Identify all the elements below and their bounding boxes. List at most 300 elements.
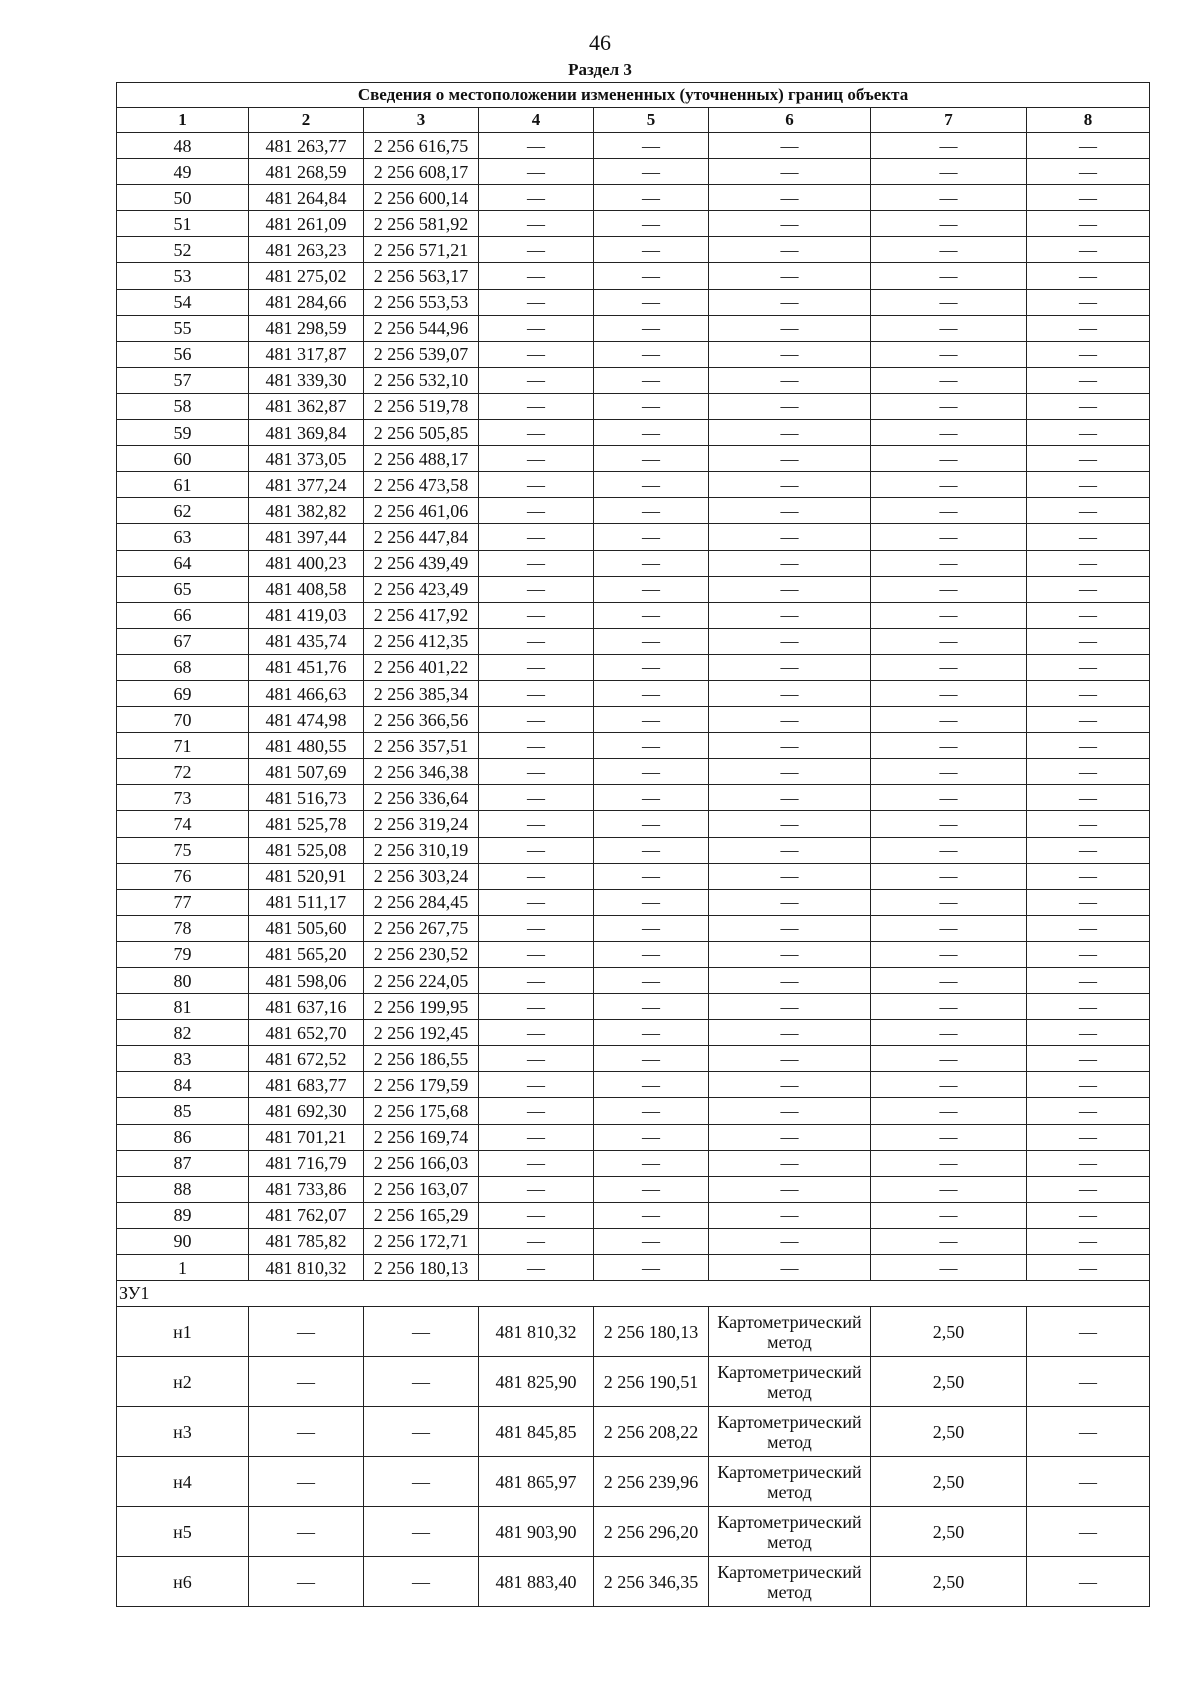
table-cell: 2 256 571,21 [364,237,479,263]
table-row [117,341,1150,367]
table-cell: — [479,524,594,550]
table-cell: 78 [117,915,249,941]
table-cell: — [479,211,594,237]
table-row [117,263,1150,289]
table-cell: — [709,1255,871,1281]
table-cell: 481 397,44 [249,524,364,550]
table-cell: 481 637,16 [249,994,364,1020]
table-cell: 481 261,09 [249,211,364,237]
table-cell: — [594,1228,709,1254]
table-cell: 89 [117,1202,249,1228]
table-cell: — [871,1098,1027,1124]
table-cell: 2 256 336,64 [364,785,479,811]
column-number-cell: 7 [871,108,1027,133]
page-number: 46 [589,30,611,55]
table-cell: — [1027,1124,1150,1150]
table-cell: — [249,1357,364,1407]
table-row [117,602,1150,628]
table-cell: 75 [117,837,249,863]
table-cell: 481 451,76 [249,654,364,680]
table-cell: — [709,211,871,237]
table-cell: — [709,889,871,915]
table-cell: — [871,133,1027,159]
table-cell: — [1027,628,1150,654]
table-row [117,1072,1150,1098]
table-cell: — [594,393,709,419]
column-number-cell: 5 [594,108,709,133]
table-cell: — [871,185,1027,211]
table-cell: — [871,524,1027,550]
table-cell: 59 [117,420,249,446]
table-cell: 2 256 224,05 [364,968,479,994]
table-row [117,472,1150,498]
table-cell: — [594,863,709,889]
table-row [117,237,1150,263]
table-row [117,1228,1150,1254]
table-cell: — [709,315,871,341]
table-cell: 2 256 186,55 [364,1046,479,1072]
table-cell: 481 275,02 [249,263,364,289]
table-cell: — [479,759,594,785]
table-cell: — [709,1202,871,1228]
table-cell: — [871,1228,1027,1254]
table-cell: — [709,446,871,472]
table-cell: 64 [117,550,249,576]
table-cell: — [871,472,1027,498]
table-cell: — [1027,393,1150,419]
table-row [117,680,1150,706]
table-cell: — [479,367,594,393]
table-cell: — [1027,315,1150,341]
table-cell: — [249,1307,364,1357]
table-row [117,733,1150,759]
table-cell: — [594,446,709,472]
table-cell: 74 [117,811,249,837]
table-cell: — [594,941,709,967]
table-cell: 2 256 600,14 [364,185,479,211]
table-cell: 481 298,59 [249,315,364,341]
table-cell: 481 683,77 [249,1072,364,1098]
table-cell: — [1027,576,1150,602]
table-cell: — [709,915,871,941]
table-cell: — [871,863,1027,889]
table-cell: 2 256 532,10 [364,367,479,393]
table-cell: — [594,211,709,237]
table-cell: 2 256 417,92 [364,602,479,628]
table-cell: 481 339,30 [249,367,364,393]
table-cell: — [1027,1407,1150,1457]
table-cell: — [871,941,1027,967]
table-cell: 481 810,32 [249,1255,364,1281]
table-cell: — [709,759,871,785]
table-cell: 80 [117,968,249,994]
table-cell: — [709,420,871,446]
table-cell: — [594,524,709,550]
group-row [117,1281,1150,1307]
table-cell: 70 [117,707,249,733]
table-cell: 481 263,77 [249,133,364,159]
table-cell: 2,50 [871,1457,1027,1507]
table-cell: 481 474,98 [249,707,364,733]
table-row [117,1150,1150,1176]
table-cell: — [1027,1307,1150,1357]
group-label: ЗУ1 [117,1281,1150,1307]
table-cell: — [594,159,709,185]
table-cell: — [709,1098,871,1124]
table-cell: 68 [117,654,249,680]
table-cell: 48 [117,133,249,159]
table-cell: 2 256 423,49 [364,576,479,602]
table-cell: — [871,654,1027,680]
table-row [117,968,1150,994]
table-cell: 77 [117,889,249,915]
table-cell: 2 256 447,84 [364,524,479,550]
table-cell: — [871,341,1027,367]
table-cell: 2 256 175,68 [364,1098,479,1124]
table-cell: 2 256 172,71 [364,1228,479,1254]
table-cell: 73 [117,785,249,811]
table-cell: — [1027,1228,1150,1254]
table-cell: 481 825,90 [479,1357,594,1407]
table-cell: — [594,628,709,654]
table-cell: 481 511,17 [249,889,364,915]
table-cell: 481 317,87 [249,341,364,367]
table-cell: 481 382,82 [249,498,364,524]
table-cell: 2 256 319,24 [364,811,479,837]
table-cell: — [594,1176,709,1202]
table-cell: 2 256 169,74 [364,1124,479,1150]
table-cell: 481 903,90 [479,1507,594,1557]
table-cell: 481 264,84 [249,185,364,211]
table-cell: — [1027,1098,1150,1124]
table-cell: 51 [117,211,249,237]
table-cell: — [594,837,709,863]
table-cell: — [1027,654,1150,680]
method-cell: Картометрический метод [709,1407,871,1457]
table-row [117,1507,1150,1557]
table-cell: 79 [117,941,249,967]
table-cell: 2 256 163,07 [364,1176,479,1202]
table-cell: — [709,863,871,889]
table-cell: — [594,576,709,602]
table-cell: — [594,498,709,524]
table-cell: — [479,185,594,211]
table-cell: — [594,602,709,628]
column-number-cell: 4 [479,108,594,133]
table-row [117,1357,1150,1407]
table-cell: — [479,1176,594,1202]
table-cell: — [871,707,1027,733]
table-cell: 481 516,73 [249,785,364,811]
table-cell: — [871,576,1027,602]
table-cell: — [479,1098,594,1124]
table-cell: — [479,785,594,811]
table-cell: — [364,1507,479,1557]
table-row [117,1176,1150,1202]
table-cell: — [479,341,594,367]
table-cell: — [1027,785,1150,811]
table-cell: 81 [117,994,249,1020]
table-cell: — [709,628,871,654]
table-cell: — [594,654,709,680]
table-cell: — [1027,602,1150,628]
table-cell: — [871,994,1027,1020]
table-cell: 481 762,07 [249,1202,364,1228]
table-cell: — [594,1202,709,1228]
table-row [117,315,1150,341]
table-cell: — [709,576,871,602]
table-cell: — [479,1228,594,1254]
table-row [117,524,1150,550]
table-cell: 481 435,74 [249,628,364,654]
table-cell: — [709,524,871,550]
table-cell: — [1027,889,1150,915]
table-cell: — [479,550,594,576]
table-cell: — [594,1255,709,1281]
table-cell: 2,50 [871,1407,1027,1457]
table-cell: — [871,602,1027,628]
table-cell: — [871,1124,1027,1150]
table-cell: — [709,837,871,863]
table-cell: — [479,915,594,941]
table-cell: 2 256 284,45 [364,889,479,915]
table-cell: — [709,994,871,1020]
table-cell: — [479,1150,594,1176]
table-cell: — [871,628,1027,654]
table-cell: — [479,1255,594,1281]
table-cell: 67 [117,628,249,654]
table-cell: — [871,889,1027,915]
table-cell: 2 256 412,35 [364,628,479,654]
table-cell: — [709,1072,871,1098]
table-cell: 2 256 357,51 [364,733,479,759]
table-cell: — [1027,341,1150,367]
table-cell: — [871,837,1027,863]
table-cell: 481 652,70 [249,1020,364,1046]
table-cell: — [1027,1176,1150,1202]
table-cell: — [871,393,1027,419]
table-cell: н6 [117,1557,249,1607]
table-cell: — [1027,1357,1150,1407]
table-cell: 2 256 608,17 [364,159,479,185]
table-cell: 87 [117,1150,249,1176]
table-cell: 84 [117,1072,249,1098]
table-cell: 2 256 199,95 [364,994,479,1020]
table-row [117,420,1150,446]
table-cell: — [594,811,709,837]
table-cell: — [871,289,1027,315]
table-cell: 2,50 [871,1557,1027,1607]
table-cell: 481 672,52 [249,1046,364,1072]
table-cell: — [1027,680,1150,706]
table-cell: 2 256 180,13 [364,1255,479,1281]
table-cell: — [1027,1507,1150,1557]
table-cell: — [1027,420,1150,446]
table-cell: 2 256 385,34 [364,680,479,706]
table-row [117,915,1150,941]
table-cell: 481 525,08 [249,837,364,863]
table-cell: 481 507,69 [249,759,364,785]
table-cell: — [594,367,709,393]
table-cell: — [364,1357,479,1407]
table-cell: — [479,863,594,889]
table-cell: — [871,1202,1027,1228]
table-cell: — [594,707,709,733]
table-cell: — [364,1457,479,1507]
table-cell: 2,50 [871,1507,1027,1557]
table-cell: — [1027,263,1150,289]
table-cell: 481 520,91 [249,863,364,889]
table-cell: 481 369,84 [249,420,364,446]
table-cell: — [479,315,594,341]
table-cell: — [1027,994,1150,1020]
table-cell: — [1027,472,1150,498]
table-cell: — [871,315,1027,341]
table-cell: 2 256 179,59 [364,1072,479,1098]
table-cell: — [479,420,594,446]
method-cell: Картометрический метод [709,1557,871,1607]
column-number-cell: 2 [249,108,364,133]
table-cell: — [479,654,594,680]
table-cell: 2 256 230,52 [364,941,479,967]
table-cell: — [594,889,709,915]
section-title: Раздел 3 [568,60,632,79]
table-cell: — [871,1020,1027,1046]
table-row [117,1307,1150,1357]
table-cell: 481 373,05 [249,446,364,472]
table-row [117,1124,1150,1150]
table-cell: — [709,472,871,498]
table-cell: — [1027,863,1150,889]
table-row [117,185,1150,211]
table-cell: — [1027,211,1150,237]
table-cell: 69 [117,680,249,706]
table-row [117,941,1150,967]
table-cell: — [871,498,1027,524]
table-cell: — [871,733,1027,759]
table-row [117,159,1150,185]
table-cell: — [594,237,709,263]
table-cell: 481 419,03 [249,602,364,628]
table-cell: — [479,393,594,419]
table-cell: — [594,759,709,785]
table-row [117,1020,1150,1046]
table-cell: 2 256 473,58 [364,472,479,498]
table-cell: — [249,1507,364,1557]
table-cell: 481 692,30 [249,1098,364,1124]
table-cell: 2 256 190,51 [594,1357,709,1407]
table-body [117,133,1150,1607]
table-cell: 2 256 563,17 [364,263,479,289]
table-cell: — [479,576,594,602]
table-cell: — [1027,289,1150,315]
table-cell: — [709,159,871,185]
table-cell: — [364,1307,479,1357]
table-cell: — [479,1124,594,1150]
table-cell: — [709,498,871,524]
table-cell: — [871,968,1027,994]
table-cell: 2 256 366,56 [364,707,479,733]
table-cell: — [709,1046,871,1072]
method-cell: Картометрический метод [709,1507,871,1557]
table-cell: — [871,1255,1027,1281]
table-row [117,759,1150,785]
table-row [117,133,1150,159]
table-cell: — [871,237,1027,263]
table-cell: — [709,968,871,994]
table-cell: 481 865,97 [479,1457,594,1507]
table-cell: 2,50 [871,1357,1027,1407]
table-cell: 76 [117,863,249,889]
table-cell: 2,50 [871,1307,1027,1357]
table-cell: — [871,263,1027,289]
table-cell: — [871,1176,1027,1202]
table-cell: — [709,680,871,706]
table-cell: — [479,237,594,263]
table-cell: — [709,654,871,680]
table-row [117,550,1150,576]
table-cell: 50 [117,185,249,211]
table-cell: — [1027,1557,1150,1607]
table-cell: — [594,1046,709,1072]
table-cell: — [1027,1020,1150,1046]
table-cell: — [1027,133,1150,159]
table-cell: — [709,811,871,837]
table-cell: — [364,1557,479,1607]
table-cell: — [594,472,709,498]
table-cell: 481 505,60 [249,915,364,941]
table-row [117,863,1150,889]
table-cell: — [871,367,1027,393]
table-cell: 2 256 439,49 [364,550,479,576]
table-cell: — [1027,1046,1150,1072]
table-cell: 60 [117,446,249,472]
table-cell: 2 256 519,78 [364,393,479,419]
table-cell: 88 [117,1176,249,1202]
table-cell: 481 284,66 [249,289,364,315]
table-cell: — [709,707,871,733]
table-cell: 481 810,32 [479,1307,594,1357]
table-cell: — [709,367,871,393]
table-cell: 2 256 488,17 [364,446,479,472]
column-number-cell: 1 [117,108,249,133]
table-cell: 2 256 310,19 [364,837,479,863]
table-row [117,837,1150,863]
table-cell: — [594,289,709,315]
table-cell: — [479,837,594,863]
column-number-cell: 3 [364,108,479,133]
table-cell: 481 701,21 [249,1124,364,1150]
table-cell: — [1027,707,1150,733]
table-row [117,994,1150,1020]
table-cell: — [871,759,1027,785]
table-cell: н5 [117,1507,249,1557]
table-row [117,654,1150,680]
table-cell: — [594,915,709,941]
table-cell: — [1027,1255,1150,1281]
table-cell: — [871,550,1027,576]
table-cell: — [594,968,709,994]
method-cell: Картометрический метод [709,1307,871,1357]
table-cell: 56 [117,341,249,367]
table-cell: 481 377,24 [249,472,364,498]
table-cell: — [479,733,594,759]
table-cell: н3 [117,1407,249,1457]
table-cell: 2 256 346,38 [364,759,479,785]
table-cell: — [594,733,709,759]
table-cell: — [479,1020,594,1046]
table-cell: — [479,1072,594,1098]
